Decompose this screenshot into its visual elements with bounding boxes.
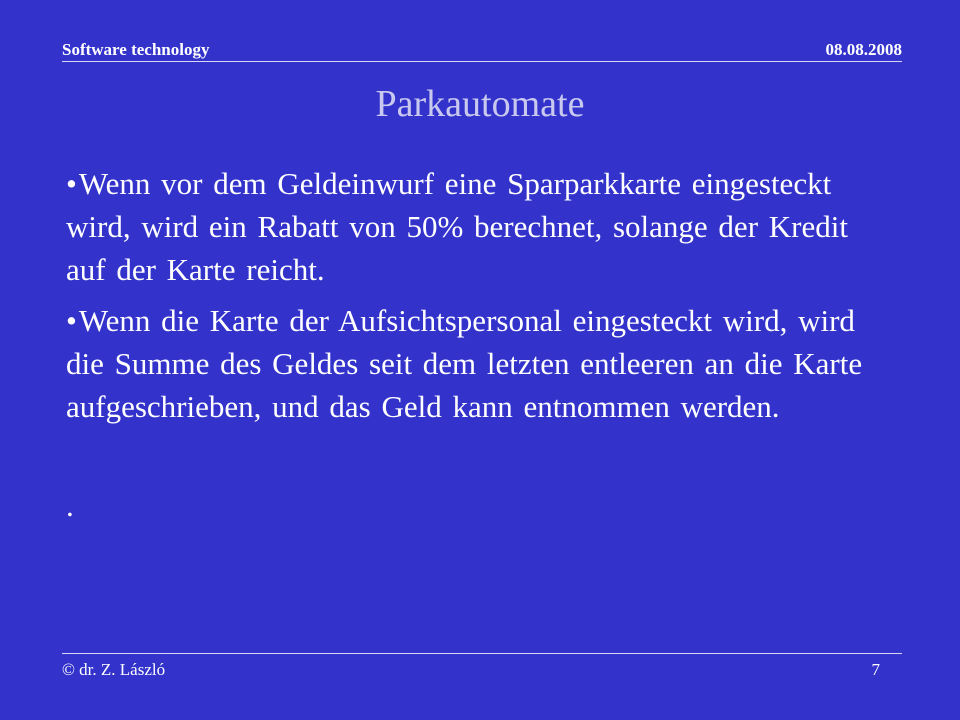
bullet-item <box>66 299 896 428</box>
page-number: 7 <box>871 660 880 679</box>
slide-header <box>62 40 902 60</box>
footer-author: © dr. Z. László <box>62 660 166 679</box>
header-date: 08.08.2008 <box>825 40 902 59</box>
bullet-dot: • <box>66 166 77 201</box>
header-course-title: Software technology <box>62 40 210 59</box>
bullet-text: Wenn vor dem Geldeinwurf eine Sparparkkarte eingesteckt wird, wird ein Rabatt von 50% berechnet, solange der Kredit auf der Karte reicht. <box>66 166 848 287</box>
slide-body <box>66 162 896 436</box>
bullet-item <box>66 162 896 291</box>
bullet-text: Wenn die Karte der Aufsichtspersonal eingesteckt wird, wird die Summe des Geldes seit dem letzten entleeren an die Karte aufgeschrieben, und das Geld kann entnommen werden. <box>66 303 863 424</box>
bullet-dot: • <box>66 303 77 338</box>
header-divider <box>62 61 902 62</box>
slide-title: Parkautomate <box>375 83 585 125</box>
trailing-period: . <box>66 488 74 523</box>
footer-divider <box>62 653 902 654</box>
slide-footer <box>62 660 880 682</box>
